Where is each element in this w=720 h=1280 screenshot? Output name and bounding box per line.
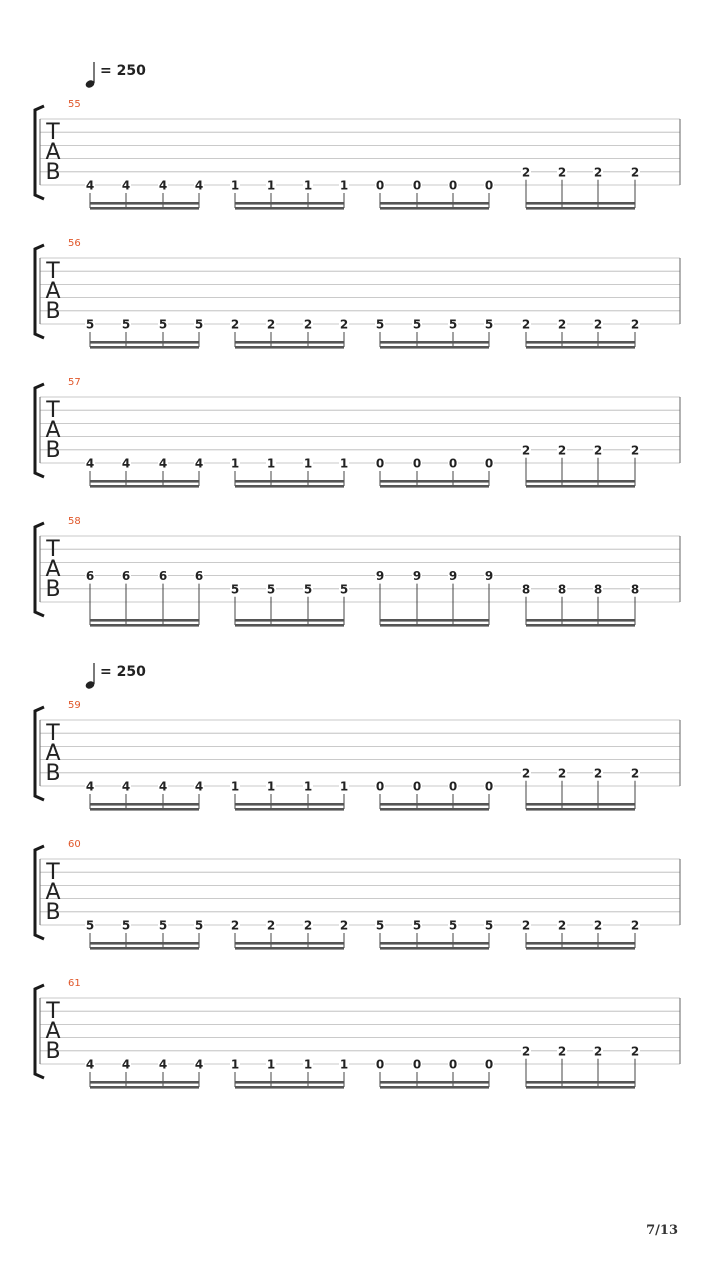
tab-clef-a: A — [45, 279, 61, 304]
tab-clef-t: T — [46, 721, 60, 746]
fret-number: 5 — [448, 317, 458, 332]
fret-number: 0 — [484, 456, 494, 471]
beam — [90, 480, 199, 483]
beam — [90, 341, 199, 344]
fret-number: 2 — [557, 165, 567, 180]
bar-number: 57 — [68, 377, 81, 388]
fret-number: 2 — [557, 317, 567, 332]
fret-number: 5 — [448, 918, 458, 933]
fret-number: 4 — [121, 178, 131, 193]
tab-clef-t: T — [46, 537, 60, 562]
beam — [90, 1086, 199, 1089]
beam — [526, 803, 635, 806]
tab-clef-a: A — [45, 741, 61, 766]
fret-number: 4 — [121, 1057, 131, 1072]
fret-number: 2 — [630, 918, 640, 933]
fret-number: 8 — [521, 582, 531, 597]
fret-number: 0 — [412, 456, 422, 471]
tab-clef-b: B — [45, 1039, 61, 1064]
fret-number: 1 — [230, 1057, 240, 1072]
fret-number: 1 — [230, 779, 240, 794]
beam — [380, 808, 489, 811]
beam — [380, 346, 489, 349]
fret-number: 5 — [412, 317, 422, 332]
fret-number: 5 — [85, 918, 95, 933]
tempo-label: = 250 — [100, 664, 146, 680]
fret-number: 2 — [630, 443, 640, 458]
beam — [526, 942, 635, 945]
fret-number: 2 — [303, 918, 313, 933]
fret-number: 0 — [375, 779, 385, 794]
fret-number: 0 — [484, 779, 494, 794]
beam — [526, 1086, 635, 1089]
fret-number: 2 — [593, 317, 603, 332]
fret-number: 2 — [521, 317, 531, 332]
fret-number: 2 — [521, 1044, 531, 1059]
tab-clef-a: A — [45, 880, 61, 905]
fret-number: 0 — [375, 456, 385, 471]
beam — [526, 207, 635, 210]
fret-number: 0 — [448, 1057, 458, 1072]
beam — [526, 346, 635, 349]
fret-number: 0 — [448, 178, 458, 193]
fret-number: 0 — [412, 779, 422, 794]
fret-number: 2 — [266, 317, 276, 332]
beam — [380, 485, 489, 488]
tab-clef-t: T — [46, 398, 60, 423]
fret-number: 2 — [339, 918, 349, 933]
fret-number: 5 — [375, 918, 385, 933]
beam — [235, 803, 344, 806]
fret-number: 2 — [230, 317, 240, 332]
fret-number: 2 — [303, 317, 313, 332]
beam — [90, 803, 199, 806]
fret-number: 1 — [303, 1057, 313, 1072]
fret-number: 5 — [121, 317, 131, 332]
beam — [235, 619, 344, 622]
beam — [90, 1081, 199, 1084]
beam — [380, 947, 489, 950]
fret-number: 1 — [266, 779, 276, 794]
fret-number: 5 — [121, 918, 131, 933]
fret-number: 1 — [339, 779, 349, 794]
fret-number: 2 — [593, 443, 603, 458]
beam — [380, 942, 489, 945]
beam — [526, 341, 635, 344]
beam — [526, 808, 635, 811]
tempo-label: = 250 — [100, 63, 146, 79]
beam — [235, 624, 344, 627]
bar-number: 55 — [68, 99, 81, 110]
beam — [526, 1081, 635, 1084]
beam — [235, 485, 344, 488]
fret-number: 1 — [303, 779, 313, 794]
beam — [380, 1081, 489, 1084]
fret-number: 2 — [593, 1044, 603, 1059]
fret-number: 4 — [158, 779, 168, 794]
fret-number: 9 — [484, 569, 494, 584]
fret-number: 1 — [266, 178, 276, 193]
fret-number: 1 — [230, 178, 240, 193]
fret-number: 4 — [121, 779, 131, 794]
fret-number: 8 — [593, 582, 603, 597]
fret-number: 5 — [266, 582, 276, 597]
fret-number: 1 — [339, 456, 349, 471]
beam — [235, 346, 344, 349]
fret-number: 4 — [194, 1057, 204, 1072]
fret-number: 0 — [375, 1057, 385, 1072]
fret-number: 2 — [521, 766, 531, 781]
fret-number: 8 — [630, 582, 640, 597]
fret-number: 2 — [593, 766, 603, 781]
fret-number: 1 — [230, 456, 240, 471]
fret-number: 2 — [521, 443, 531, 458]
beam — [380, 1086, 489, 1089]
fret-number: 1 — [266, 1057, 276, 1072]
beam — [380, 619, 489, 622]
beam — [90, 202, 199, 205]
fret-number: 1 — [303, 178, 313, 193]
fret-number: 2 — [630, 317, 640, 332]
fret-number: 2 — [557, 443, 567, 458]
fret-number: 2 — [557, 918, 567, 933]
beam — [380, 341, 489, 344]
tab-clef-b: B — [45, 299, 61, 324]
beam — [90, 947, 199, 950]
fret-number: 5 — [194, 918, 204, 933]
fret-number: 5 — [194, 317, 204, 332]
tab-clef-a: A — [45, 140, 61, 165]
beam — [235, 1081, 344, 1084]
fret-number: 4 — [121, 456, 131, 471]
beam — [526, 202, 635, 205]
beam — [526, 485, 635, 488]
tab-clef-b: B — [45, 900, 61, 925]
fret-number: 2 — [266, 918, 276, 933]
fret-number: 4 — [158, 178, 168, 193]
beam — [90, 619, 199, 622]
fret-number: 2 — [521, 165, 531, 180]
beam — [380, 202, 489, 205]
fret-number: 5 — [85, 317, 95, 332]
fret-number: 4 — [194, 178, 204, 193]
beam — [526, 480, 635, 483]
fret-number: 0 — [375, 178, 385, 193]
tab-clef-t: T — [46, 259, 60, 284]
beam — [526, 624, 635, 627]
fret-number: 5 — [339, 582, 349, 597]
fret-number: 6 — [194, 569, 204, 584]
bar-number: 61 — [68, 978, 81, 989]
tab-clef-t: T — [46, 860, 60, 885]
bar-number: 58 — [68, 516, 81, 527]
beam — [380, 803, 489, 806]
tab-clef-b: B — [45, 761, 61, 786]
fret-number: 5 — [303, 582, 313, 597]
fret-number: 1 — [339, 178, 349, 193]
tab-clef-t: T — [46, 999, 60, 1024]
fret-number: 2 — [593, 918, 603, 933]
beam — [235, 341, 344, 344]
fret-number: 2 — [630, 766, 640, 781]
beam — [90, 207, 199, 210]
tab-clef-a: A — [45, 1019, 61, 1044]
fret-number: 2 — [630, 1044, 640, 1059]
beam — [235, 942, 344, 945]
fret-number: 2 — [230, 918, 240, 933]
beam — [526, 947, 635, 950]
fret-number: 9 — [412, 569, 422, 584]
fret-number: 1 — [303, 456, 313, 471]
fret-number: 5 — [484, 317, 494, 332]
fret-number: 4 — [85, 779, 95, 794]
fret-number: 2 — [557, 766, 567, 781]
fret-number: 4 — [85, 178, 95, 193]
fret-number: 0 — [448, 779, 458, 794]
fret-number: 8 — [557, 582, 567, 597]
fret-number: 2 — [521, 918, 531, 933]
beam — [235, 947, 344, 950]
fret-number: 5 — [375, 317, 385, 332]
bar-number: 60 — [68, 839, 81, 850]
fret-number: 9 — [375, 569, 385, 584]
beam — [90, 808, 199, 811]
fret-number: 5 — [158, 317, 168, 332]
beam — [90, 624, 199, 627]
beam — [235, 808, 344, 811]
fret-number: 0 — [412, 1057, 422, 1072]
fret-number: 2 — [593, 165, 603, 180]
fret-number: 4 — [158, 456, 168, 471]
tab-clef-a: A — [45, 557, 61, 582]
fret-number: 5 — [230, 582, 240, 597]
fret-number: 2 — [557, 1044, 567, 1059]
beam — [90, 942, 199, 945]
fret-number: 0 — [484, 1057, 494, 1072]
fret-number: 2 — [339, 317, 349, 332]
fret-number: 5 — [484, 918, 494, 933]
fret-number: 0 — [412, 178, 422, 193]
fret-number: 6 — [121, 569, 131, 584]
tab-clef-b: B — [45, 160, 61, 185]
fret-number: 5 — [158, 918, 168, 933]
beam — [235, 480, 344, 483]
bar-number: 56 — [68, 238, 81, 249]
beam — [380, 624, 489, 627]
beam — [90, 485, 199, 488]
fret-number: 4 — [158, 1057, 168, 1072]
tab-clef-a: A — [45, 418, 61, 443]
beam — [380, 480, 489, 483]
beam — [235, 202, 344, 205]
fret-number: 4 — [194, 456, 204, 471]
beam — [90, 346, 199, 349]
bar-number: 59 — [68, 700, 81, 711]
fret-number: 5 — [412, 918, 422, 933]
tab-clef-b: B — [45, 577, 61, 602]
fret-number: 1 — [339, 1057, 349, 1072]
fret-number: 0 — [484, 178, 494, 193]
fret-number: 4 — [194, 779, 204, 794]
fret-number: 2 — [630, 165, 640, 180]
beam — [380, 207, 489, 210]
fret-number: 9 — [448, 569, 458, 584]
tab-clef-b: B — [45, 438, 61, 463]
beam — [235, 1086, 344, 1089]
page-number: 7/13 — [646, 1223, 678, 1238]
fret-number: 6 — [158, 569, 168, 584]
fret-number: 4 — [85, 456, 95, 471]
tab-clef-t: T — [46, 120, 60, 145]
fret-number: 4 — [85, 1057, 95, 1072]
fret-number: 0 — [448, 456, 458, 471]
beam — [526, 619, 635, 622]
fret-number: 6 — [85, 569, 95, 584]
beam — [235, 207, 344, 210]
fret-number: 1 — [266, 456, 276, 471]
